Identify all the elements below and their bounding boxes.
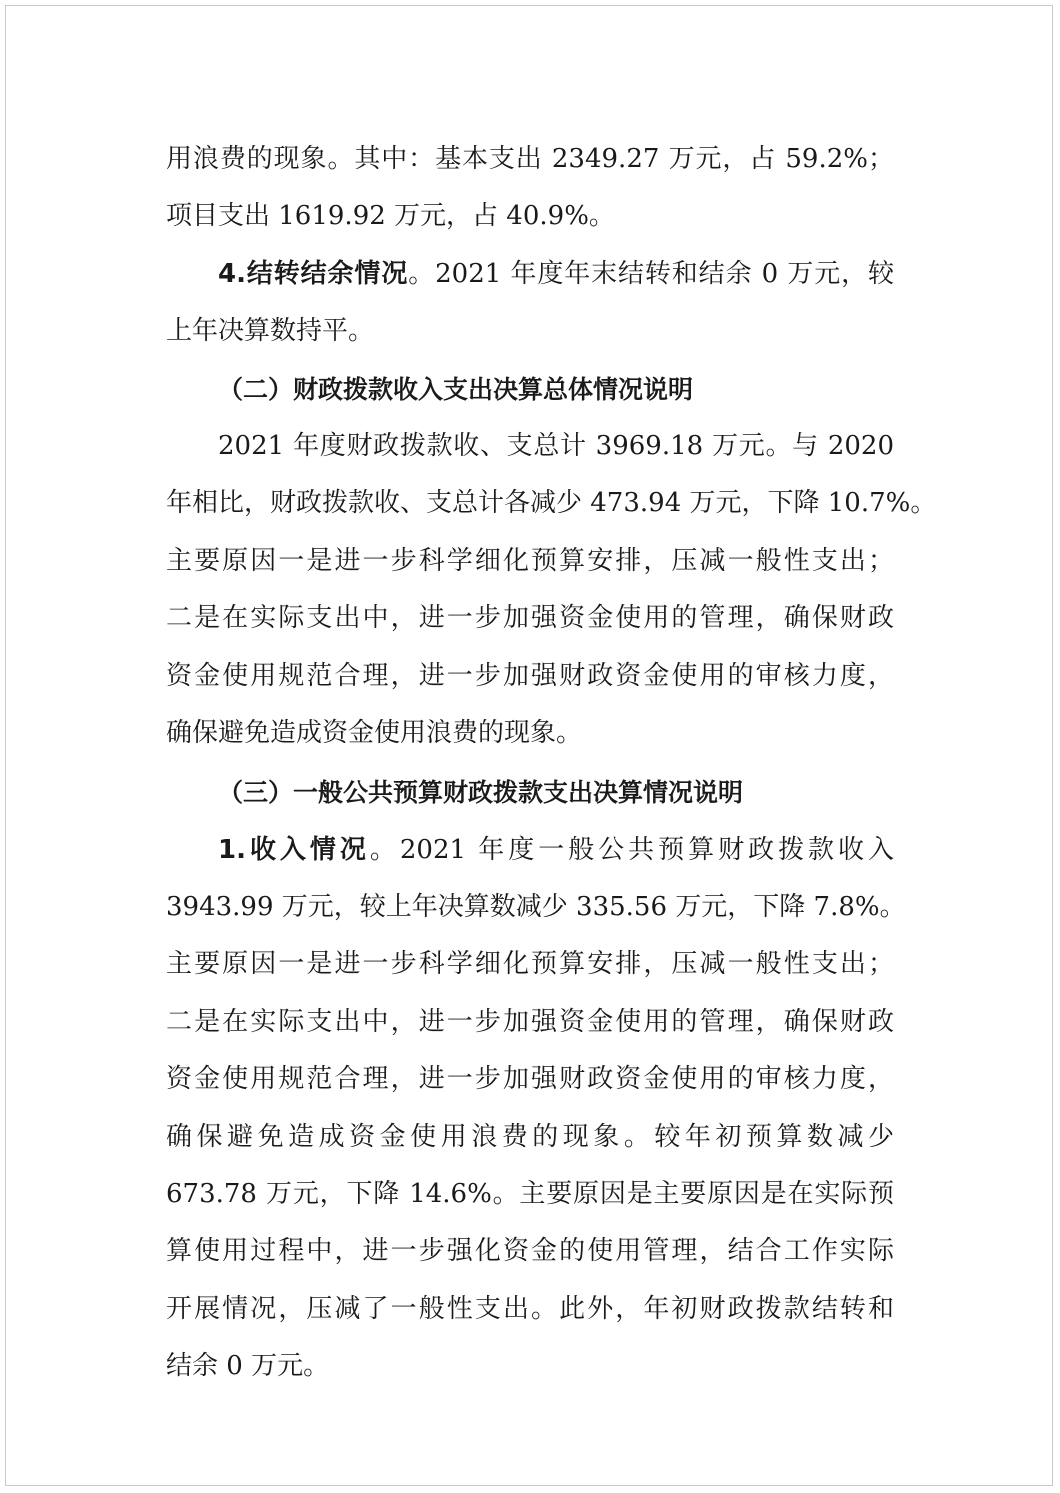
text-line: 二是在实际支出中，进一步加强资金使用的管理，确保财政: [166, 603, 894, 634]
paragraph-first-line: [166, 822, 894, 879]
text-line: 资金使用规范合理，进一步加强财政资金使用的审核力度，: [166, 1064, 894, 1095]
section-heading: （三）一般公共预算财政拨款支出决算情况说明: [218, 778, 744, 808]
paragraph-lead: 4.结转结余情况: [218, 258, 409, 289]
text-line: 算使用过程中，进一步强化资金的使用管理，结合工作实际: [166, 1236, 894, 1267]
text-line: 项目支出 1619.92 万元，占 40.9%。: [166, 201, 615, 232]
paragraph-lead: 1.收入情况: [218, 834, 370, 865]
text-span: 。2021 年度一般公共预算财政拨款收入: [369, 834, 895, 865]
text-line: 主要原因一是进一步科学细化预算安排，压减一般性支出；: [166, 545, 894, 576]
text-line: 3943.99 万元，较上年决算数减少 335.56 万元，下降 7.8%。: [166, 892, 906, 923]
section-heading: （二）财政拨款收入支出决算总体情况说明: [218, 374, 694, 404]
text-line: 确保避免造成资金使用浪费的现象。较年初预算数减少: [166, 1121, 894, 1152]
text-line: 确保避免造成资金使用浪费的现象。: [166, 717, 583, 748]
text-span: 。2021 年度年末结转和结余 0 万元，较: [408, 258, 894, 289]
paragraph-first-line: [166, 246, 894, 303]
text-line: 上年决算数持平。: [166, 316, 375, 347]
text-line: 2021 年度财政拨款收、支总计 3969.18 万元。与 2020: [218, 430, 894, 461]
text-line: 主要原因一是进一步科学细化预算安排，压减一般性支出；: [166, 949, 894, 980]
text-line: 结余 0 万元。: [166, 1351, 330, 1382]
text-line: 开展情况，压减了一般性支出。此外，年初财政拨款结转和: [166, 1293, 894, 1324]
document-body: [166, 131, 937, 1396]
text-line: 二是在实际支出中，进一步加强资金使用的管理，确保财政: [166, 1006, 894, 1037]
text-line: 673.78 万元，下降 14.6%。主要原因是主要原因是在实际预: [166, 1179, 894, 1210]
text-line: 用浪费的现象。其中：基本支出 2349.27 万元，占 59.2%；: [166, 144, 894, 174]
text-line: 年相比，财政拨款收、支总计各减少 473.94 万元，下降 10.7%。: [166, 488, 937, 519]
text-line: 资金使用规范合理，进一步加强财政资金使用的审核力度，: [166, 660, 894, 691]
